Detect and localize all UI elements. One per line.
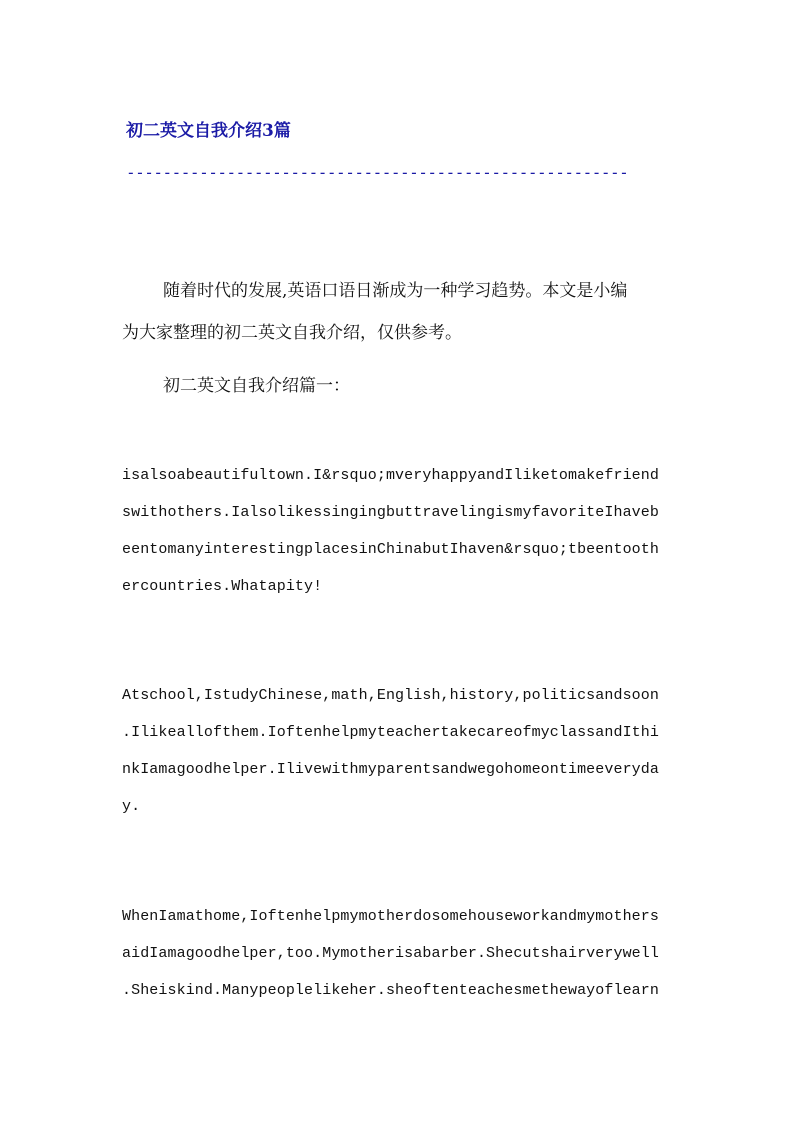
intro-line-2: 为大家整理的初二英文自我介绍，仅供参考。	[122, 323, 462, 343]
section-heading: 初二英文自我介绍篇一：	[163, 376, 350, 396]
paragraph-line: isalsoabeautifultown.I&rsquo;mveryhappyandIliketomakefriend	[122, 467, 659, 484]
paragraph-line: aidIamagoodhelper,too.Mymotherisabarber.Shecutshairverywell	[122, 945, 659, 962]
paragraph-line: Atschool,IstudyChinese,math,English,history,politicsandsoon	[122, 687, 659, 704]
paragraph-line: swithothers.IalsolikessingingbuttravelingismyfavoriteIhaveb	[122, 504, 659, 521]
document-title: 初二英文自我介绍3篇	[126, 121, 291, 141]
paragraph-3	[122, 898, 682, 1009]
intro-line-1: 随着时代的发展,英语口语日渐成为一种学习趋势。本文是小编	[163, 281, 628, 301]
paragraph-line: eentomanyinterestingplacesinChinabutIhaven&rsquo;tbeentooth	[122, 541, 659, 558]
title-divider: -------------------------------------------------------	[126, 163, 629, 182]
paragraph-line: .Ilikeallofthem.IoftenhelpmyteachertakecareofmyclassandIthi	[122, 724, 659, 741]
paragraph-line: .Sheiskind.Manypeoplelikeher.sheoftenteachesmethewayoflearn	[122, 982, 659, 999]
paragraph-line: ercountries.Whatapity!	[122, 578, 323, 595]
paragraph-line: y.	[122, 798, 141, 815]
paragraph-line: nkIamagoodhelper.Ilivewithmyparentsandwegohomeontimeeveryda	[122, 761, 659, 778]
paragraph-line: WhenIamathome,Ioftenhelpmymotherdosomehouseworkandmymothers	[122, 908, 659, 925]
paragraph-1	[122, 457, 682, 605]
paragraph-2	[122, 677, 682, 825]
